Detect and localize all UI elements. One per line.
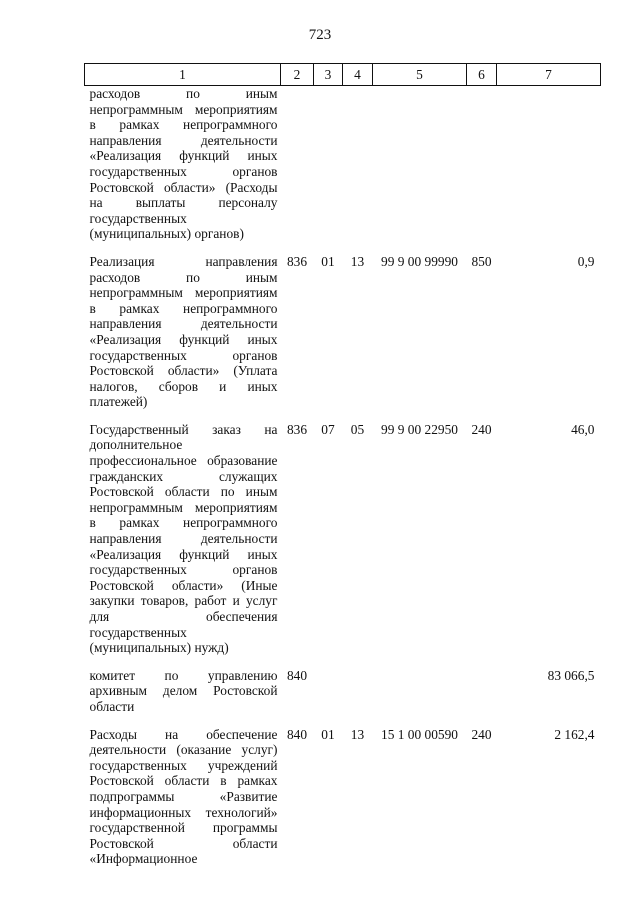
row-csr <box>373 86 467 254</box>
row-ved <box>281 86 314 254</box>
page-number: 723 <box>308 27 332 43</box>
row-sum <box>497 86 601 254</box>
row-pr: 13 <box>350 726 365 742</box>
row-pr <box>343 668 373 727</box>
row-csr <box>373 668 467 727</box>
table-row <box>85 86 601 254</box>
column-header-csr: 5 <box>373 64 467 86</box>
table-row <box>85 422 601 668</box>
row-pr: 13 <box>350 253 365 269</box>
column-header-ved: 2 <box>281 64 314 86</box>
row-pr: 05 <box>350 421 365 437</box>
table-row <box>85 254 601 422</box>
budget-table <box>84 63 601 879</box>
column-header-vr: 6 <box>467 64 497 86</box>
row-ved: 836 <box>286 253 308 269</box>
row-description: Реализация направления расходов по иным непрограммным мероприятиям в рамках непрограммного направления деятельности «Реализация функций иных государственных органов Ростовской области» (Уплата налогов, сборов и иных платежей) <box>89 253 278 410</box>
row-sum: 46,0 <box>571 421 595 437</box>
column-header-rz: 3 <box>314 64 343 86</box>
row-sum: 2 162,4 <box>554 726 595 742</box>
column-header-pr: 4 <box>343 64 373 86</box>
row-rz: 07 <box>321 421 335 437</box>
row-ved: 840 <box>286 726 308 742</box>
row-vr <box>467 668 497 727</box>
row-ved: 840 <box>286 667 308 683</box>
table-row <box>85 668 601 727</box>
column-header-sum: 7 <box>497 64 601 86</box>
row-description: Расходы на обеспечение деятельности (оказание услуг) государственных учреждений Ростовской области в рамках подпрограммы «Развитие информационных технологий» государственной программы Ростовской области «Информационное <box>89 726 278 867</box>
row-vr: 240 <box>471 421 492 437</box>
column-header-description: 1 <box>85 64 281 86</box>
row-description: Государственный заказ на дополнительное профессиональное образование гражданских служащих Ростовской области по иным непрограммным мероприятиям в рамках непрограммного направления деятельности «Реализация функций иных государственных органов Ростовской области» (Иные закупки товаров, работ и услуг для обеспечения государственных (муниципальных) нужд) <box>89 421 278 656</box>
row-vr: 850 <box>471 253 492 269</box>
row-csr: 99 9 00 99990 <box>381 253 458 269</box>
row-rz <box>314 668 343 727</box>
row-rz: 01 <box>321 726 335 742</box>
header-row <box>85 64 601 86</box>
row-description: расходов по иным непрограммным мероприятиям в рамках непрограммного направления деятельности «Реализация функций иных государственных органов Ростовской области» (Расходы на выплаты персоналу государственных (муниципальных) органов) <box>89 86 278 242</box>
row-sum: 83 066,5 <box>547 667 595 683</box>
row-csr: 99 9 00 22950 <box>381 421 458 437</box>
row-pr <box>343 86 373 254</box>
row-rz: 01 <box>321 253 335 269</box>
row-sum: 0,9 <box>577 253 595 269</box>
row-vr: 240 <box>471 726 492 742</box>
row-rz <box>314 86 343 254</box>
row-vr <box>467 86 497 254</box>
row-csr: 15 1 00 00590 <box>381 726 458 742</box>
row-description: комитет по управлению архивным делом Ростовской области <box>89 667 278 714</box>
table-row <box>85 727 601 879</box>
row-ved: 836 <box>286 421 308 437</box>
